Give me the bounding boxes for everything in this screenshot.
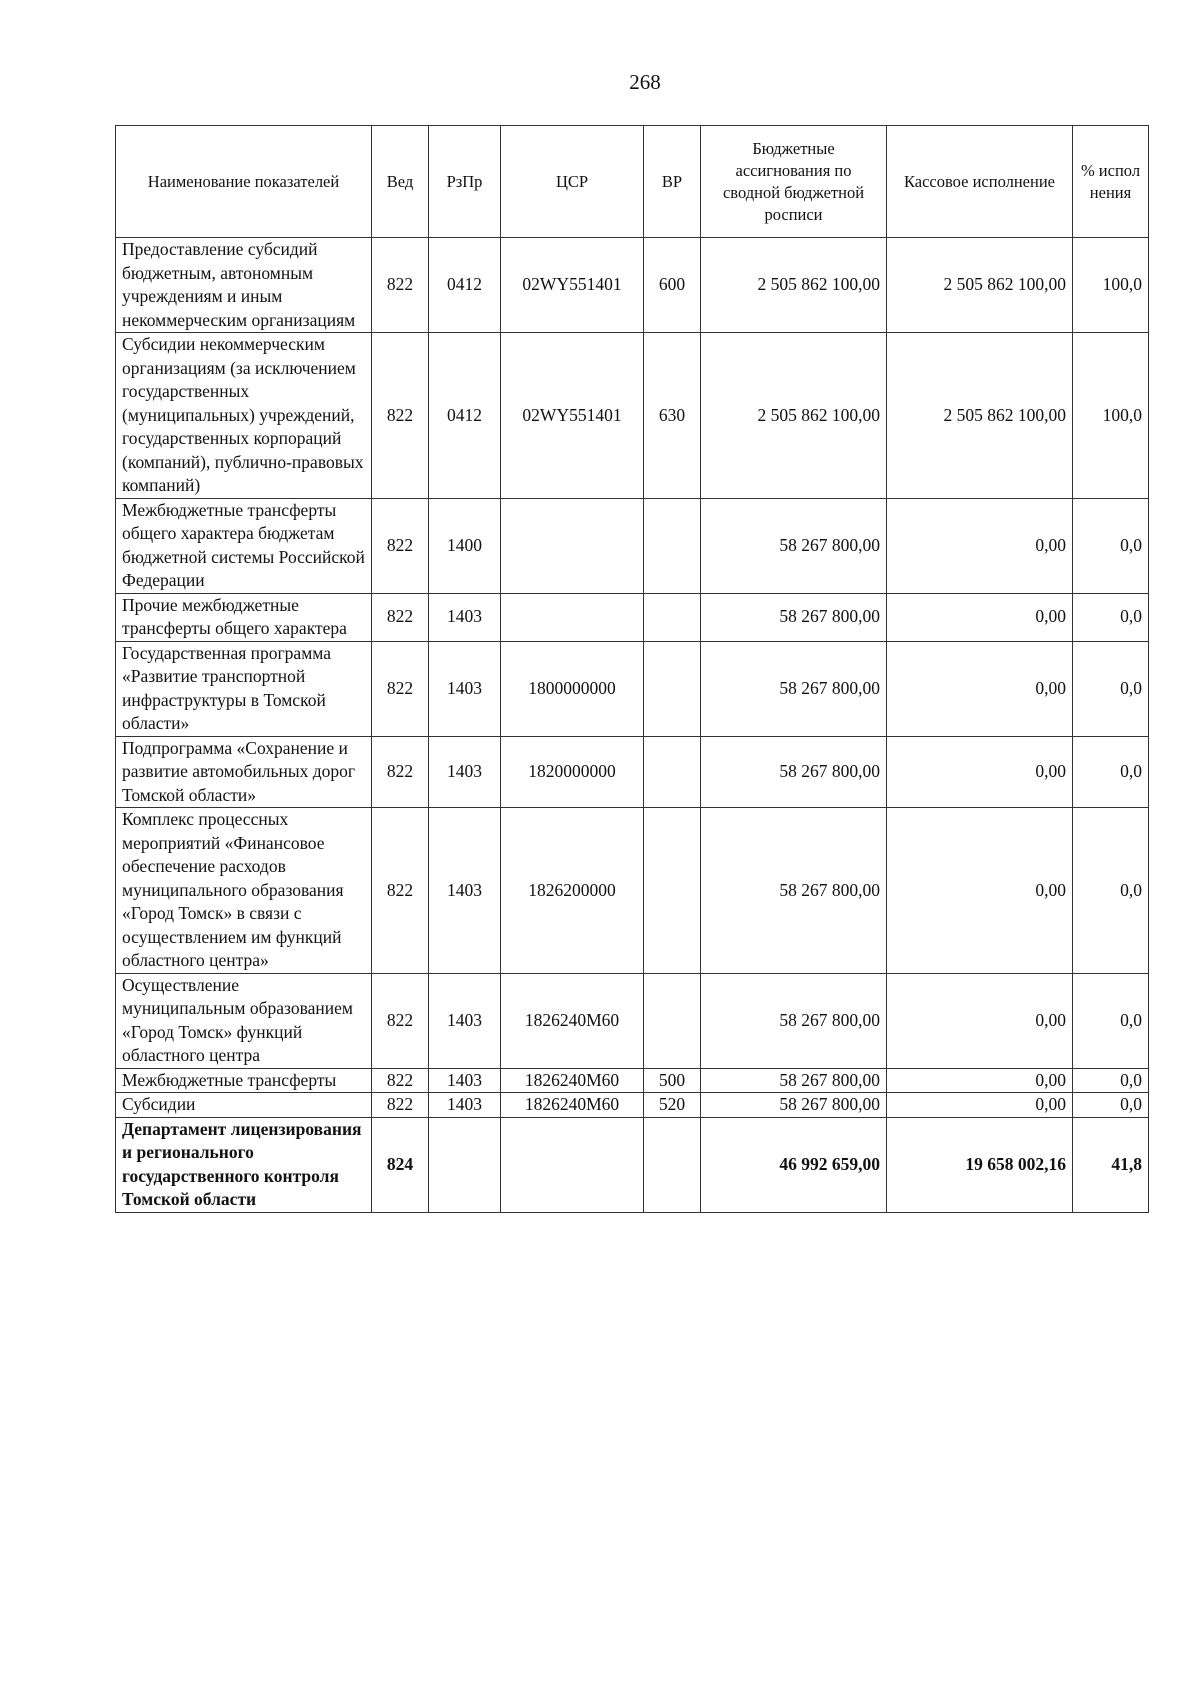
cell-name: Подпрограмма «Сохранение и развитие автомобильных дорог Томской области» [116, 736, 372, 808]
cell-vr: 630 [644, 333, 701, 499]
cell-vr: 600 [644, 238, 701, 333]
cell-name: Межбюджетные трансферты общего характера бюджетам бюджетной системы Российской Федерации [116, 498, 372, 593]
cell-rzpr: 1403 [429, 973, 501, 1068]
table-header-row [116, 126, 1149, 238]
cell-budget: 58 267 800,00 [701, 736, 887, 808]
cell-csr: 1826240М60 [501, 973, 644, 1068]
cell-csr [501, 593, 644, 641]
cell-ved: 824 [372, 1117, 429, 1212]
cell-pct: 0,0 [1073, 736, 1149, 808]
cell-vr [644, 1117, 701, 1212]
cell-csr: 1826240М60 [501, 1093, 644, 1118]
cell-pct: 0,0 [1073, 808, 1149, 974]
cell-budget: 2 505 862 100,00 [701, 333, 887, 499]
table-row [116, 736, 1149, 808]
table-row [116, 1117, 1149, 1212]
cell-budget: 58 267 800,00 [701, 1093, 887, 1118]
cell-budget: 58 267 800,00 [701, 808, 887, 974]
cell-csr [501, 498, 644, 593]
cell-name: Прочие межбюджетные трансферты общего характера [116, 593, 372, 641]
cell-vr [644, 736, 701, 808]
cell-name: Осуществление муниципальным образованием «Город Томск» функций областного центра [116, 973, 372, 1068]
cell-csr: 02WY551401 [501, 333, 644, 499]
cell-cash: 0,00 [887, 1068, 1073, 1093]
cell-vr [644, 808, 701, 974]
cell-name: Предоставление субсидий бюджетным, автономным учреждениям и иным некоммерческим организациям [116, 238, 372, 333]
cell-rzpr: 1403 [429, 1093, 501, 1118]
cell-name: Комплекс процессных мероприятий «Финансовое обеспечение расходов муниципального образования «Город Томск» в связи с осуществлением им функций областного центра» [116, 808, 372, 974]
cell-csr: 1820000000 [501, 736, 644, 808]
cell-name: Субсидии [116, 1093, 372, 1118]
cell-vr [644, 498, 701, 593]
cell-cash: 19 658 002,16 [887, 1117, 1073, 1212]
table-row [116, 498, 1149, 593]
cell-pct: 0,0 [1073, 973, 1149, 1068]
cell-cash: 0,00 [887, 641, 1073, 736]
cell-name: Субсидии некоммерческим организациям (за исключением государственных (муниципальных) учреждений, государственных корпораций (компаний), публично-правовых компаний) [116, 333, 372, 499]
cell-vr: 500 [644, 1068, 701, 1093]
cell-ved: 822 [372, 333, 429, 499]
cell-csr: 1826200000 [501, 808, 644, 974]
table-row [116, 973, 1149, 1068]
cell-pct: 100,0 [1073, 238, 1149, 333]
header-name: Наименование показателей [116, 126, 372, 238]
cell-pct: 0,0 [1073, 1068, 1149, 1093]
cell-budget: 46 992 659,00 [701, 1117, 887, 1212]
cell-rzpr: 1403 [429, 641, 501, 736]
page-number: 268 [629, 70, 661, 94]
table-row [116, 641, 1149, 736]
header-rzpr: РзПр [429, 126, 501, 238]
cell-rzpr: 1403 [429, 808, 501, 974]
cell-ved: 822 [372, 1068, 429, 1093]
cell-name: Межбюджетные трансферты [116, 1068, 372, 1093]
cell-vr [644, 593, 701, 641]
cell-name: Государственная программа «Развитие транспортной инфраструктуры в Томской области» [116, 641, 372, 736]
cell-ved: 822 [372, 641, 429, 736]
table-row [116, 1093, 1149, 1118]
cell-name: Департамент лицензирования и регионального государственного контроля Томской области [116, 1117, 372, 1212]
table-row [116, 808, 1149, 974]
cell-ved: 822 [372, 973, 429, 1068]
cell-cash: 2 505 862 100,00 [887, 333, 1073, 499]
cell-rzpr: 0412 [429, 333, 501, 499]
header-cash: Кассовое исполнение [887, 126, 1073, 238]
cell-pct: 0,0 [1073, 1093, 1149, 1118]
table-row [116, 333, 1149, 499]
cell-vr [644, 973, 701, 1068]
header-pct: % испол нения [1073, 126, 1149, 238]
cell-budget: 58 267 800,00 [701, 498, 887, 593]
cell-budget: 2 505 862 100,00 [701, 238, 887, 333]
header-csr: ЦСР [501, 126, 644, 238]
cell-rzpr [429, 1117, 501, 1212]
cell-cash: 0,00 [887, 808, 1073, 974]
cell-rzpr: 1403 [429, 1068, 501, 1093]
header-ved: Вед [372, 126, 429, 238]
cell-cash: 0,00 [887, 736, 1073, 808]
cell-cash: 0,00 [887, 498, 1073, 593]
cell-pct: 100,0 [1073, 333, 1149, 499]
budget-execution-table [115, 125, 1149, 1213]
cell-pct: 0,0 [1073, 498, 1149, 593]
cell-budget: 58 267 800,00 [701, 973, 887, 1068]
cell-ved: 822 [372, 736, 429, 808]
cell-csr: 1800000000 [501, 641, 644, 736]
cell-rzpr: 1403 [429, 593, 501, 641]
cell-budget: 58 267 800,00 [701, 1068, 887, 1093]
cell-vr: 520 [644, 1093, 701, 1118]
cell-csr [501, 1117, 644, 1212]
table-row [116, 238, 1149, 333]
cell-rzpr: 0412 [429, 238, 501, 333]
cell-ved: 822 [372, 593, 429, 641]
cell-csr: 02WY551401 [501, 238, 644, 333]
cell-cash: 0,00 [887, 973, 1073, 1068]
header-budget: Бюджетные ассигнования по сводной бюджетной росписи [701, 126, 887, 238]
table-row [116, 1068, 1149, 1093]
cell-rzpr: 1403 [429, 736, 501, 808]
cell-csr: 1826240М60 [501, 1068, 644, 1093]
table-row [116, 593, 1149, 641]
cell-pct: 0,0 [1073, 641, 1149, 736]
header-vr: ВР [644, 126, 701, 238]
cell-cash: 2 505 862 100,00 [887, 238, 1073, 333]
cell-rzpr: 1400 [429, 498, 501, 593]
cell-ved: 822 [372, 1093, 429, 1118]
cell-ved: 822 [372, 498, 429, 593]
cell-budget: 58 267 800,00 [701, 593, 887, 641]
cell-ved: 822 [372, 808, 429, 974]
cell-budget: 58 267 800,00 [701, 641, 887, 736]
cell-cash: 0,00 [887, 593, 1073, 641]
cell-ved: 822 [372, 238, 429, 333]
cell-vr [644, 641, 701, 736]
cell-pct: 0,0 [1073, 593, 1149, 641]
cell-pct: 41,8 [1073, 1117, 1149, 1212]
cell-cash: 0,00 [887, 1093, 1073, 1118]
